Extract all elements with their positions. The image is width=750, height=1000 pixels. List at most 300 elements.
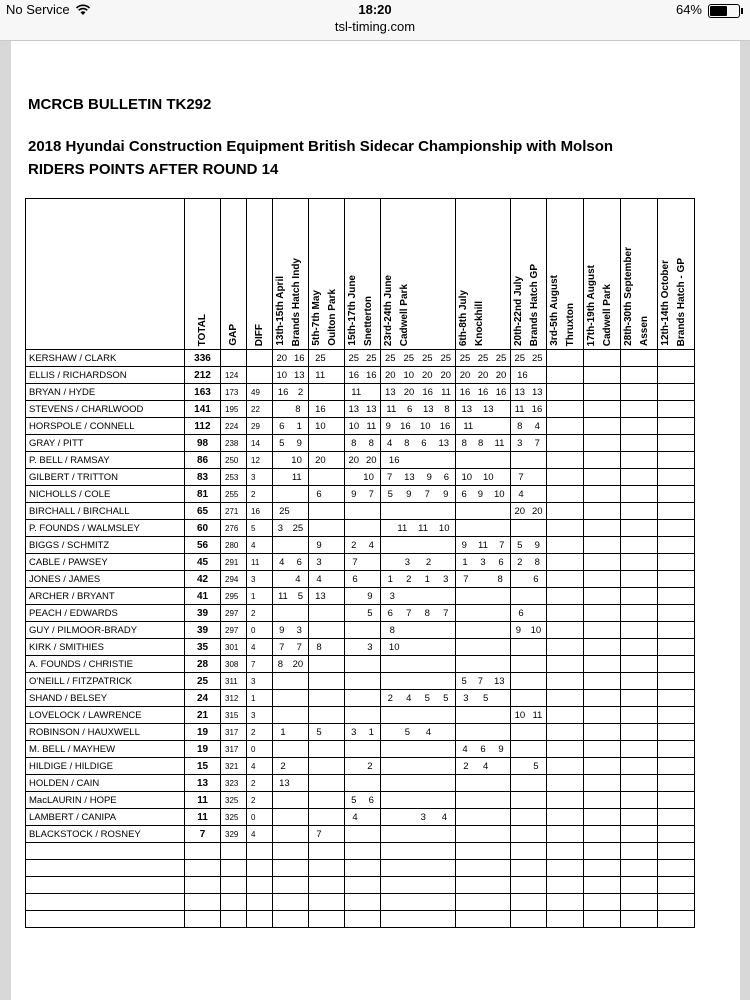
round-points xyxy=(511,401,547,418)
total-points: 56 xyxy=(185,537,221,554)
race-points: 6 xyxy=(518,607,524,619)
round-points xyxy=(345,418,381,435)
race-points: 8 xyxy=(497,573,503,585)
empty-cell xyxy=(345,877,381,894)
empty-cell xyxy=(456,911,511,928)
table-row xyxy=(26,724,732,741)
empty-cell xyxy=(345,843,381,860)
rider-name: ARCHER / BRYANT xyxy=(26,588,185,605)
round-points xyxy=(658,622,695,639)
race-points: 25 xyxy=(531,352,543,364)
rider-name: M. BELL / MAYHEW xyxy=(26,741,185,758)
gap-value: 308 xyxy=(221,656,247,673)
round-points xyxy=(381,792,456,809)
round-points xyxy=(309,554,345,571)
round-points xyxy=(658,554,695,571)
race-points: 6 xyxy=(443,471,450,483)
header-round-1 xyxy=(273,199,309,350)
diff-value: 1 xyxy=(247,690,273,707)
round-points xyxy=(658,826,695,843)
race-points: 10 xyxy=(363,471,374,483)
empty-cell xyxy=(185,860,221,877)
round-points xyxy=(345,741,381,758)
race-points: 7 xyxy=(463,573,469,585)
total-points: 141 xyxy=(185,401,221,418)
round-points xyxy=(547,554,584,571)
round-venue: Snetterton xyxy=(363,296,374,346)
race-points: 20 xyxy=(459,369,471,381)
table-row xyxy=(26,520,732,537)
round-points xyxy=(621,452,658,469)
round-points xyxy=(658,724,695,741)
round-points xyxy=(511,707,547,724)
round-points xyxy=(547,707,584,724)
race-points: 10 xyxy=(461,471,473,483)
round-points xyxy=(658,537,695,554)
round-points xyxy=(345,571,381,588)
race-points: 11 xyxy=(418,522,429,534)
race-points: 13 xyxy=(438,437,450,449)
battery-percent: 64% xyxy=(675,2,702,17)
round-points xyxy=(273,639,309,656)
rider-name: O'NEILL / FITZPATRICK xyxy=(26,673,185,690)
round-points xyxy=(309,809,345,826)
diff-value: 0 xyxy=(247,622,273,639)
header-round-7 xyxy=(547,199,584,350)
round-points xyxy=(273,741,309,758)
race-points: 11 xyxy=(386,403,397,415)
round-points xyxy=(456,486,511,503)
total-points: 28 xyxy=(185,656,221,673)
race-points: 5 xyxy=(279,437,285,449)
race-points: 8 xyxy=(424,607,430,619)
rider-name: LAMBERT / CANIPA xyxy=(26,809,185,826)
round-points xyxy=(658,673,695,690)
empty-cell xyxy=(26,894,185,911)
race-points: 5 xyxy=(316,726,322,738)
round-points xyxy=(273,537,309,554)
race-points: 13 xyxy=(482,403,494,415)
round-points xyxy=(621,537,658,554)
round-points xyxy=(511,571,547,588)
race-points: 20 xyxy=(477,369,489,381)
race-points: 4 xyxy=(425,726,432,738)
empty-cell xyxy=(547,894,584,911)
round-points xyxy=(309,639,345,656)
race-points: 25 xyxy=(459,352,471,364)
round-points xyxy=(309,690,345,707)
race-points: 16 xyxy=(365,369,377,381)
empty-cell xyxy=(511,860,547,877)
round-points xyxy=(658,741,695,758)
diff-value: 29 xyxy=(247,418,273,435)
round-points xyxy=(547,741,584,758)
race-points: 16 xyxy=(477,386,489,398)
round-points xyxy=(584,452,621,469)
total-points: 39 xyxy=(185,605,221,622)
race-points: 10 xyxy=(276,369,288,381)
empty-cell xyxy=(547,877,584,894)
empty-cell xyxy=(658,843,695,860)
race-points: 3 xyxy=(389,590,395,602)
round-points xyxy=(511,350,547,367)
empty-cell xyxy=(658,860,695,877)
total-points: 24 xyxy=(185,690,221,707)
round-points xyxy=(658,690,695,707)
round-points xyxy=(456,469,511,486)
race-points: 9 xyxy=(385,420,391,432)
race-points: 4 xyxy=(518,488,524,500)
round-points xyxy=(456,554,511,571)
gap-value: 280 xyxy=(221,537,247,554)
round-points xyxy=(345,775,381,792)
diff-value: 4 xyxy=(247,826,273,843)
race-points: 5 xyxy=(461,675,467,687)
total-points: 41 xyxy=(185,588,221,605)
round-points xyxy=(511,554,547,571)
race-points: 4 xyxy=(462,743,468,755)
empty-cell xyxy=(273,877,309,894)
round-points xyxy=(273,724,309,741)
round-points xyxy=(273,656,309,673)
round-points xyxy=(273,469,309,486)
race-points: 7 xyxy=(443,607,449,619)
race-points: 7 xyxy=(477,675,483,687)
total-points: 98 xyxy=(185,435,221,452)
round-points xyxy=(658,418,695,435)
empty-cell xyxy=(456,877,511,894)
race-points: 10 xyxy=(315,420,326,432)
rider-name: ROBINSON / HAUXWELL xyxy=(26,724,185,741)
rider-name: BRYAN / HYDE xyxy=(26,384,185,401)
gap-value: 323 xyxy=(221,775,247,792)
round-date: 12th-14th October xyxy=(660,260,671,346)
race-points: 13 xyxy=(293,369,305,381)
table-row xyxy=(26,486,732,503)
total-points: 45 xyxy=(185,554,221,571)
battery-icon xyxy=(708,4,740,18)
empty-cell xyxy=(221,911,247,928)
round-points xyxy=(547,724,584,741)
round-points xyxy=(345,656,381,673)
round-points xyxy=(456,741,511,758)
round-points xyxy=(273,673,309,690)
round-points xyxy=(381,809,456,826)
total-points: 21 xyxy=(185,707,221,724)
round-points xyxy=(584,809,621,826)
race-points: 11 xyxy=(494,437,505,449)
diff-value: 16 xyxy=(247,503,273,520)
round-points xyxy=(584,571,621,588)
race-points: 20 xyxy=(315,454,326,466)
race-points: 16 xyxy=(422,386,433,398)
gap-value: 173 xyxy=(221,384,247,401)
diff-value: 2 xyxy=(247,792,273,809)
race-points: 7 xyxy=(316,828,322,840)
race-points: 16 xyxy=(495,386,507,398)
table-row xyxy=(26,707,732,724)
round-points xyxy=(273,775,309,792)
empty-cell xyxy=(621,877,658,894)
race-points: 7 xyxy=(518,471,524,483)
empty-cell xyxy=(221,843,247,860)
table-row xyxy=(26,656,732,673)
race-points: 9 xyxy=(477,488,483,500)
race-points: 10 xyxy=(493,488,505,500)
gap-value: 329 xyxy=(221,826,247,843)
header-rider-blank xyxy=(26,199,185,350)
table-row xyxy=(26,350,732,367)
empty-cell xyxy=(309,911,345,928)
round-points xyxy=(309,537,345,554)
race-points: 2 xyxy=(463,760,469,772)
race-points: 20 xyxy=(292,658,304,670)
round-points xyxy=(621,384,658,401)
gap-value: 301 xyxy=(221,639,247,656)
round-points xyxy=(345,826,381,843)
round-points xyxy=(456,520,511,537)
rider-name: KERSHAW / CLARK xyxy=(26,350,185,367)
round-points xyxy=(456,639,511,656)
round-points xyxy=(621,724,658,741)
round-points xyxy=(345,350,381,367)
race-points: 13 xyxy=(493,675,505,687)
race-points: 16 xyxy=(277,386,289,398)
round-points xyxy=(456,792,511,809)
diff-value: 0 xyxy=(247,809,273,826)
round-points xyxy=(456,418,511,435)
round-points xyxy=(345,401,381,418)
race-points: 10 xyxy=(388,641,400,653)
round-points xyxy=(621,673,658,690)
round-points xyxy=(345,503,381,520)
empty-cell xyxy=(273,843,309,860)
round-points xyxy=(309,571,345,588)
round-points xyxy=(456,775,511,792)
round-points xyxy=(658,758,695,775)
round-points xyxy=(621,656,658,673)
empty-cell xyxy=(309,877,345,894)
round-points xyxy=(511,418,547,435)
round-points xyxy=(621,741,658,758)
round-points xyxy=(511,503,547,520)
round-points xyxy=(584,656,621,673)
empty-cell xyxy=(26,911,185,928)
round-points xyxy=(547,452,584,469)
race-points: 20 xyxy=(365,454,377,466)
round-points xyxy=(381,775,456,792)
round-points xyxy=(456,435,511,452)
race-points: 7 xyxy=(368,488,374,500)
round-points xyxy=(309,792,345,809)
race-points: 10 xyxy=(438,522,450,534)
round-points xyxy=(456,809,511,826)
table-row xyxy=(26,673,732,690)
race-points: 2 xyxy=(387,692,393,704)
race-points: 3 xyxy=(463,692,469,704)
round-points xyxy=(345,537,381,554)
gap-value: 321 xyxy=(221,758,247,775)
round-points xyxy=(273,367,309,384)
gap-value: 312 xyxy=(221,690,247,707)
round-points xyxy=(511,605,547,622)
diff-value: 2 xyxy=(247,724,273,741)
table-row xyxy=(26,452,732,469)
empty-cell xyxy=(621,911,658,928)
round-points xyxy=(456,537,511,554)
round-points xyxy=(547,571,584,588)
race-points: 11 xyxy=(277,590,288,602)
round-points xyxy=(584,707,621,724)
race-points: 2 xyxy=(517,556,523,568)
race-points: 7 xyxy=(352,556,358,568)
race-points: 5 xyxy=(367,607,373,619)
gap-value: 315 xyxy=(221,707,247,724)
race-points: 11 xyxy=(478,539,488,551)
rider-name: HILDIGE / HILDIGE xyxy=(26,758,185,775)
race-points: 10 xyxy=(482,471,494,483)
total-points: 42 xyxy=(185,571,221,588)
empty-cell xyxy=(247,894,273,911)
round-points xyxy=(658,367,695,384)
diff-value: 22 xyxy=(247,401,273,418)
round-points xyxy=(621,775,658,792)
round-venue: Knockhill xyxy=(474,300,485,346)
round-points xyxy=(273,571,309,588)
round-points xyxy=(345,622,381,639)
race-points: 4 xyxy=(441,811,448,823)
round-points xyxy=(456,656,511,673)
round-points xyxy=(273,605,309,622)
round-points xyxy=(456,673,511,690)
race-points: 11 xyxy=(514,403,525,415)
race-points: 4 xyxy=(534,420,540,432)
round-points xyxy=(273,401,309,418)
rider-name: HOLDEN / CAIN xyxy=(26,775,185,792)
rider-name: ELLIS / RICHARDSON xyxy=(26,367,185,384)
round-points xyxy=(273,520,309,537)
race-points: 6 xyxy=(352,573,358,585)
race-points: 4 xyxy=(279,556,285,568)
round-points xyxy=(658,775,695,792)
empty-cell xyxy=(584,877,621,894)
round-points xyxy=(584,554,621,571)
round-points xyxy=(658,605,695,622)
round-points xyxy=(273,622,309,639)
race-points: 1 xyxy=(424,573,430,585)
race-points: 13 xyxy=(514,386,526,398)
race-points: 1 xyxy=(387,573,393,585)
carrier-label: No Service xyxy=(6,2,70,17)
round-points xyxy=(511,741,547,758)
round-points xyxy=(309,605,345,622)
total-points: 112 xyxy=(185,418,221,435)
round-points xyxy=(309,656,345,673)
race-points: 2 xyxy=(280,760,286,772)
diff-value xyxy=(247,350,273,367)
race-points: 6 xyxy=(368,794,374,806)
round-points xyxy=(584,384,621,401)
race-points: 20 xyxy=(531,505,543,517)
round-points xyxy=(273,350,309,367)
round-points xyxy=(621,367,658,384)
race-points: 16 xyxy=(531,403,543,415)
race-points: 2 xyxy=(425,556,432,568)
race-points: 10 xyxy=(530,624,542,636)
round-points xyxy=(584,350,621,367)
race-points: 25 xyxy=(514,352,526,364)
round-points xyxy=(547,673,584,690)
round-points xyxy=(381,707,456,724)
round-points xyxy=(381,554,456,571)
table-row xyxy=(26,809,732,826)
round-points xyxy=(345,469,381,486)
empty-cell xyxy=(456,843,511,860)
empty-cell xyxy=(221,894,247,911)
round-points xyxy=(658,639,695,656)
rider-name: HORSPOLE / CONNELL xyxy=(26,418,185,435)
round-points xyxy=(511,486,547,503)
race-points: 25 xyxy=(384,352,396,364)
empty-cell xyxy=(26,843,185,860)
header-round-4 xyxy=(381,199,456,350)
rider-name: BLACKSTOCK / ROSNEY xyxy=(26,826,185,843)
race-points: 8 xyxy=(277,658,284,670)
round-points xyxy=(511,520,547,537)
round-points xyxy=(309,622,345,639)
round-points xyxy=(381,605,456,622)
gap-value: 297 xyxy=(221,622,247,639)
table-row xyxy=(26,469,732,486)
diff-value: 3 xyxy=(247,707,273,724)
empty-cell xyxy=(456,860,511,877)
race-points: 1 xyxy=(462,556,468,568)
race-points: 8 xyxy=(461,437,467,449)
empty-cell xyxy=(547,860,584,877)
round-venue: Brands Hatch GP xyxy=(529,263,540,346)
round-points xyxy=(309,707,345,724)
race-points: 11 xyxy=(532,709,543,721)
empty-cell xyxy=(185,877,221,894)
table-row xyxy=(26,622,732,639)
race-points: 11 xyxy=(463,420,474,432)
race-points: 9 xyxy=(316,539,322,551)
round-points xyxy=(273,758,309,775)
diff-value xyxy=(247,367,273,384)
round-points xyxy=(345,384,381,401)
race-points: 1 xyxy=(296,420,302,432)
race-points: 6 xyxy=(461,488,467,500)
empty-cell xyxy=(273,894,309,911)
round-points xyxy=(345,809,381,826)
diff-value: 7 xyxy=(247,656,273,673)
round-points xyxy=(511,622,547,639)
race-points: 20 xyxy=(384,369,396,381)
total-points: 19 xyxy=(185,741,221,758)
round-points xyxy=(456,826,511,843)
rider-name: BIGGS / SCHMITZ xyxy=(26,537,185,554)
rider-name: GUY / PILMOOR-BRADY xyxy=(26,622,185,639)
address-bar-url[interactable]: tsl-timing.com xyxy=(334,19,416,34)
round-points xyxy=(309,758,345,775)
round-date: 28th-30th September xyxy=(623,247,634,346)
round-points xyxy=(345,520,381,537)
empty-cell xyxy=(658,911,695,928)
empty-cell xyxy=(511,877,547,894)
table-row xyxy=(26,792,732,809)
round-points xyxy=(511,384,547,401)
race-points: 5 xyxy=(351,794,357,806)
